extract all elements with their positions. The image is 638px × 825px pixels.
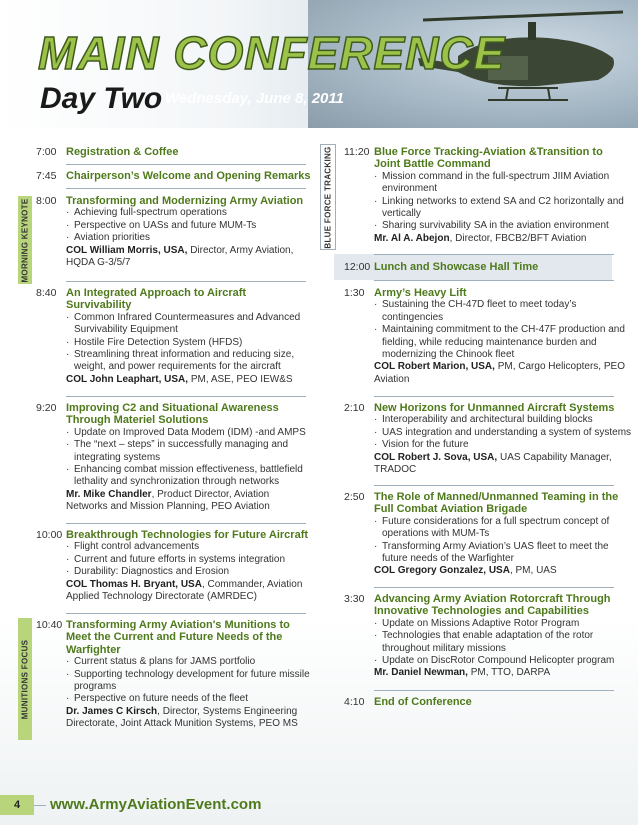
bullet-item <box>374 439 469 451</box>
bullet-text: Maintaining commitment to the CH-47F production and <box>382 324 625 336</box>
section-divider <box>66 523 306 524</box>
bullet-item <box>66 312 300 324</box>
bullet-item <box>66 349 294 361</box>
session-title: Joint Battle Command <box>374 158 491 171</box>
bullet-item <box>374 299 576 311</box>
speaker-line <box>66 706 297 718</box>
bullet-item <box>382 349 514 361</box>
speaker-role: , Director, Systems Engineering <box>157 705 298 717</box>
section-divider <box>374 587 614 588</box>
bullet-text: Update on Improved Data Modem (IDM) -and AMPS <box>74 426 306 438</box>
bullet-item <box>74 324 178 336</box>
speaker-line <box>374 452 612 464</box>
speaker-name: Mr. Al A. Abejon <box>374 232 450 244</box>
speaker-line <box>374 374 409 386</box>
speaker-name: COL Robert J. Sova, USA, <box>374 451 498 463</box>
speaker-line <box>66 245 293 257</box>
section-divider <box>374 485 614 486</box>
bullet-text: modernizing the Chinook fleet <box>382 349 515 360</box>
speaker-line <box>374 233 586 245</box>
speaker-role: UAS Capability Manager, <box>497 451 612 463</box>
bullet-text: Survivability Equipment <box>74 324 178 336</box>
session-title: Meet the Current and Future Needs of the <box>66 631 283 644</box>
speaker-line <box>66 257 130 269</box>
bullet-text: contingencies <box>382 311 444 323</box>
speaker-name: COL Gregory Gonzalez, USA <box>374 565 510 577</box>
bullet-text: vertically <box>382 208 421 219</box>
bullet-text: Streamlining threat information and reducing size, <box>74 349 295 360</box>
section-divider <box>66 396 306 397</box>
bullet-text: Common Infrared Countermeasures and Advanced <box>74 311 301 323</box>
bullet-item <box>382 208 421 220</box>
page-title: MAIN CONFERENCE <box>38 27 506 79</box>
session-title: Full Combat Aviation Brigade <box>374 503 528 516</box>
bullet-item <box>374 516 609 528</box>
bullet-text: future needs of the Warfighter <box>382 553 514 564</box>
speaker-name: COL William Morris, USA, <box>66 244 188 256</box>
speaker-role: , PM, UAS <box>509 565 557 577</box>
speaker-role: PM, ASE, PEO IEW&S <box>188 373 293 385</box>
bullet-text: lethality and synchronization through networks <box>74 476 280 488</box>
bullet-item <box>374 220 609 232</box>
bullet-item <box>382 528 489 540</box>
speaker-name: COL Robert Marion, USA, <box>374 361 495 373</box>
speaker-line <box>374 464 416 476</box>
section-divider <box>374 690 614 691</box>
session-time: 12:00 <box>344 261 371 273</box>
bullet-text: Flight control advancements <box>74 541 200 553</box>
bullet-item <box>66 656 255 668</box>
bullet-item <box>74 681 116 693</box>
speaker-role: , Commander, Aviation <box>201 578 303 590</box>
blue-force-tracking-tab: BLUE FORCE TRACKING <box>320 144 336 250</box>
bullet-item <box>374 655 614 667</box>
section-divider <box>374 280 614 281</box>
bullet-text: Sharing survivability SA in the aviation environment <box>382 220 609 232</box>
bullet-text: Vision for the future <box>382 439 469 451</box>
speaker-role: Networks and Mission Planning, PEO Aviation <box>66 501 270 513</box>
bullet-text: Hostile Fire Detection System (HFDS) <box>74 336 243 348</box>
bullet-text: Supporting technology development for future missile <box>74 668 310 680</box>
section-divider <box>374 254 614 255</box>
session-title: Blue Force Tracking-Aviation &Transition to <box>374 146 603 158</box>
bullet-text: integrating systems <box>74 451 161 463</box>
section-divider <box>66 281 306 282</box>
website-link[interactable]: www.ArmyAviationEvent.com <box>50 796 262 813</box>
bullet-text: Achieving full-spectrum operations <box>74 207 227 219</box>
right-column <box>344 0 632 825</box>
bullet-item <box>374 171 609 183</box>
bullet-item <box>382 183 437 195</box>
footer-divider <box>34 805 46 806</box>
speaker-name: Dr. James C Kirsch <box>66 705 158 717</box>
speaker-role: PM, Cargo Helicopters, PEO <box>494 361 625 373</box>
bullet-item <box>374 427 631 439</box>
session-title: Survivability <box>66 299 132 312</box>
bullet-text: Future considerations for a full spectrum concept of <box>382 515 610 527</box>
bullet-text: Perspective on future needs of the fleet <box>74 693 248 705</box>
speaker-role: PM, TTO, DARPA <box>467 667 551 679</box>
bullet-item <box>374 541 609 553</box>
section-divider <box>66 188 306 189</box>
bullet-text: programs <box>74 681 117 692</box>
session-title: Army’s Heavy Lift <box>374 287 467 299</box>
bullet-text: Technologies that enable adaptation of the rotor <box>382 630 594 642</box>
bullet-text: Durability: Diagnostics and Erosion <box>74 566 230 578</box>
session-title: An Integrated Approach to Aircraft <box>66 287 247 299</box>
bullet-text: Update on Missions Adaptive Rotor Program <box>382 617 580 629</box>
speaker-name: Mr. Daniel Newman, <box>374 667 468 679</box>
bullet-text: operations with MUM-Ts <box>382 528 490 540</box>
bullet-item <box>382 643 506 655</box>
session-time: 2:50 <box>344 491 365 503</box>
session-title: Lunch and Showcase Hall Time <box>374 261 539 273</box>
bullet-text: Current and future efforts in systems integration <box>74 553 286 565</box>
speaker-role: , Director, FBCB2/BFT Aviation <box>449 232 587 244</box>
munitions-focus-tab: MUNITIONS FOCUS <box>18 618 32 740</box>
bullet-text: The “next – steps” in successfully managing and <box>74 439 288 451</box>
bullet-item <box>66 439 288 451</box>
session-time: 8:40 <box>36 287 57 299</box>
speaker-name: COL Thomas H. Bryant, USA <box>66 578 202 590</box>
session-title: Transforming and Modernizing Army Aviation <box>66 195 304 207</box>
bullet-item <box>66 337 242 349</box>
session-title: New Horizons for Unmanned Aircraft Systems <box>374 402 615 414</box>
speaker-line <box>66 591 257 603</box>
session-time: 10:40 <box>36 619 63 631</box>
bullet-item <box>66 566 229 578</box>
session-title: Advancing Army Aviation Rotorcraft Through <box>374 593 611 605</box>
speaker-line <box>66 718 298 730</box>
session-title: End of Conference <box>374 696 472 708</box>
session-time: 3:30 <box>344 593 365 605</box>
day-heading: Day Two <box>40 82 163 115</box>
speaker-line <box>374 361 625 373</box>
bullet-item <box>74 361 281 373</box>
speaker-line <box>66 489 269 501</box>
bullet-text: Update on DiscRotor Compound Helicopter program <box>382 655 615 666</box>
session-time: 1:30 <box>344 287 365 299</box>
speaker-line <box>66 501 270 513</box>
bullet-text: Transforming Army Aviation’s UAS fleet to meet the <box>382 540 609 552</box>
session-title: The Role of Manned/Unmanned Teaming in the <box>374 491 619 503</box>
speaker-name: Mr. Mike Chandler <box>66 488 152 500</box>
session-time: 8:00 <box>36 195 57 207</box>
bullet-item <box>374 630 593 642</box>
speaker-role: HQDA G-3/5/7 <box>66 257 131 268</box>
bullet-text: Perspective on UASs and future MUM-Ts <box>74 219 257 231</box>
bullet-item <box>74 476 279 488</box>
bullet-item <box>66 207 227 219</box>
section-divider <box>66 613 306 614</box>
session-time: 7:00 <box>36 146 57 158</box>
session-time: 4:10 <box>344 696 365 708</box>
session-title: Warfighter <box>66 643 121 656</box>
speaker-role: TRADOC <box>374 464 417 475</box>
session-title: Registration & Coffee <box>66 146 179 158</box>
speaker-role: Aviation <box>374 373 410 385</box>
speaker-role: Applied Technology Directorate (AMRDEC) <box>66 591 258 602</box>
speaker-name: COL John Leaphart, USA, <box>66 373 189 385</box>
session-title: Improving C2 and Situational Awareness <box>66 402 279 414</box>
section-divider <box>66 164 306 165</box>
session-time: 9:20 <box>36 402 57 414</box>
bullet-item <box>382 337 597 349</box>
bullet-item <box>66 427 306 439</box>
bullet-item <box>374 618 579 630</box>
left-column <box>36 0 316 825</box>
bullet-item <box>66 669 310 681</box>
session-time: 7:45 <box>36 170 57 182</box>
bullet-text: Linking networks to extend SA and C2 horizontally and <box>382 195 624 207</box>
session-time: 10:00 <box>36 529 63 541</box>
bullet-text: throughout military missions <box>382 642 506 654</box>
bullet-item <box>66 220 256 232</box>
date-text: Wednesday, June 8, 2011 <box>165 90 344 107</box>
bullet-item <box>374 324 625 336</box>
session-time: 11:20 <box>344 146 370 158</box>
bullet-item <box>66 554 285 566</box>
bullet-item <box>382 312 443 324</box>
speaker-role: , Product Director, Aviation <box>151 488 270 500</box>
bullet-text: Interoperability and architectural building blocks <box>382 414 593 426</box>
bullet-text: UAS integration and understanding a system of systems <box>382 426 632 438</box>
bullet-item <box>74 452 160 464</box>
bullet-item <box>382 553 514 565</box>
speaker-line <box>374 667 550 679</box>
session-title: Chairperson’s Welcome and Opening Remarks <box>66 170 311 182</box>
bullet-item <box>374 196 624 208</box>
session-title: Transforming Army Aviation's Munitions to <box>66 619 290 631</box>
session-title: Breakthrough Technologies for Future Aircraft <box>66 529 309 541</box>
speaker-line <box>66 579 302 591</box>
bullet-text: Aviation priorities <box>74 232 150 244</box>
bullet-text: fielding, while reducing maintenance burden and <box>382 336 597 348</box>
bullet-item <box>66 541 199 553</box>
session-title: Innovative Technologies and Capabilities <box>374 605 589 618</box>
section-divider <box>374 396 614 397</box>
bullet-text: Mission command in the full-spectrum JIIM Aviation <box>382 170 610 182</box>
bullet-text: Enhancing combat mission effectiveness, battlefield <box>74 464 303 475</box>
bullet-text: Current status & plans for JAMS portfolio <box>74 656 256 668</box>
speaker-line <box>66 374 293 386</box>
session-time: 2:10 <box>344 402 365 414</box>
morning-keynote-tab: MORNING KEYNOTE <box>18 196 32 284</box>
speaker-role: Directorate, Joint Attack Munition Systems, PEO MS <box>66 718 298 730</box>
bullet-text: Sustaining the CH-47D fleet to meet today’s <box>382 299 577 311</box>
bullet-item <box>66 464 303 476</box>
bullet-text: weight, and power requirements for the aircraft <box>74 361 281 373</box>
bullet-item <box>374 414 593 426</box>
speaker-line <box>374 565 557 577</box>
page-number: 4 <box>0 795 34 815</box>
bullet-item <box>66 232 150 244</box>
bullet-item <box>66 693 248 705</box>
bullet-text: environment <box>382 183 438 195</box>
speaker-role: Director, Army Aviation, <box>187 244 294 256</box>
session-title: Through Materiel Solutions <box>66 414 209 427</box>
